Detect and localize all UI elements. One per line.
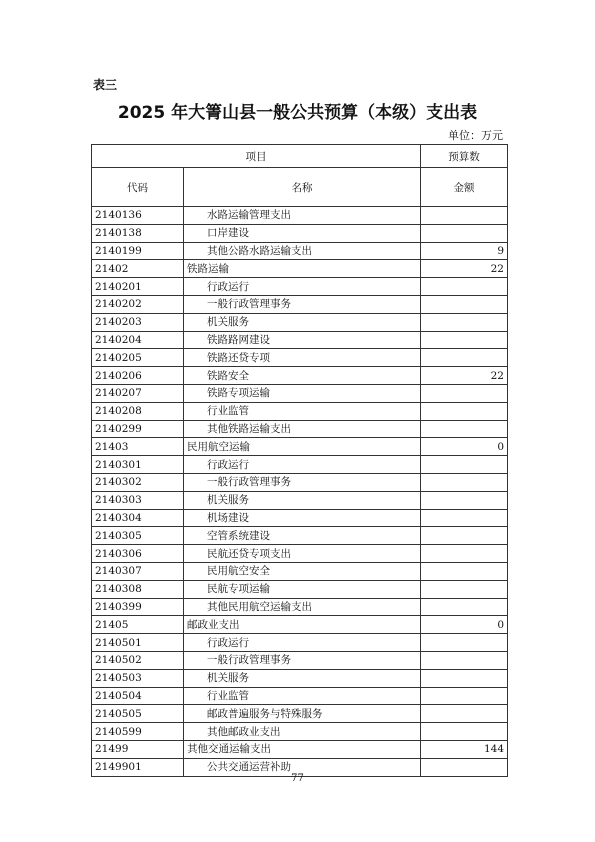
table-row (92, 420, 508, 438)
row-code: 2140304 (92, 509, 184, 527)
table-row (92, 491, 508, 509)
row-amount (421, 224, 508, 242)
row-amount (421, 598, 508, 616)
table-label: 表三 (93, 78, 118, 92)
row-code: 2140307 (92, 562, 184, 580)
table-row (92, 384, 508, 402)
table-row (92, 723, 508, 741)
row-amount (421, 402, 508, 420)
row-name: 一般行政管理事务 (207, 298, 291, 311)
row-code: 2140208 (92, 402, 184, 420)
header-amount: 金额 (421, 168, 508, 207)
table-row (92, 473, 508, 491)
table-row (92, 349, 508, 367)
table-body (92, 207, 508, 777)
header-project: 项目 (92, 145, 421, 168)
row-name: 行业监管 (207, 405, 249, 418)
row-amount (421, 349, 508, 367)
row-amount (421, 651, 508, 669)
header-budget: 预算数 (421, 145, 508, 168)
table-row (92, 295, 508, 313)
row-amount (421, 295, 508, 313)
row-amount (421, 545, 508, 563)
header-code: 代码 (92, 168, 184, 207)
row-name: 机关服务 (207, 672, 249, 685)
row-amount (421, 491, 508, 509)
row-amount: 9 (421, 242, 508, 260)
row-code: 2140202 (92, 295, 184, 313)
row-code: 2140136 (92, 207, 184, 225)
table-row (92, 651, 508, 669)
row-code: 2140303 (92, 491, 184, 509)
row-code: 2140206 (92, 367, 184, 385)
table-row (92, 278, 508, 296)
row-name: 水路运输管理支出 (207, 209, 291, 222)
table-row (92, 545, 508, 563)
row-code: 2140299 (92, 420, 184, 438)
row-amount (421, 473, 508, 491)
row-name: 机关服务 (207, 494, 249, 507)
row-amount (421, 331, 508, 349)
table-row (92, 438, 508, 456)
row-name: 铁路专项运输 (207, 387, 270, 400)
row-code: 2140599 (92, 723, 184, 741)
row-code: 21403 (92, 438, 184, 456)
row-name: 行政运行 (207, 280, 249, 293)
row-name: 其他铁路运输支出 (207, 422, 291, 435)
row-amount (421, 562, 508, 580)
row-name: 行政运行 (207, 636, 249, 649)
row-name: 一般行政管理事务 (207, 476, 291, 489)
row-amount (421, 384, 508, 402)
table-row (92, 207, 508, 225)
row-code: 2140203 (92, 313, 184, 331)
unit-label: 单位：万元 (448, 129, 503, 142)
row-code: 2140204 (92, 331, 184, 349)
row-code: 2140199 (92, 242, 184, 260)
row-amount (421, 456, 508, 474)
table-row (92, 367, 508, 385)
table-row (92, 580, 508, 598)
table-row (92, 740, 508, 758)
row-amount (421, 634, 508, 652)
table-row (92, 527, 508, 545)
row-code: 2140504 (92, 687, 184, 705)
row-code: 2140301 (92, 456, 184, 474)
row-code: 2140138 (92, 224, 184, 242)
row-amount (421, 580, 508, 598)
row-code: 2140306 (92, 545, 184, 563)
row-name: 一般行政管理事务 (207, 654, 291, 667)
row-name: 其他交通运输支出 (187, 743, 271, 756)
row-code: 2140501 (92, 634, 184, 652)
row-name: 行业监管 (207, 689, 249, 702)
row-amount: 22 (421, 367, 508, 385)
row-name: 口岸建设 (207, 227, 249, 240)
row-amount (421, 705, 508, 723)
table-row (92, 456, 508, 474)
row-code: 2140201 (92, 278, 184, 296)
table-row (92, 598, 508, 616)
row-amount: 0 (421, 438, 508, 456)
row-code: 2140205 (92, 349, 184, 367)
row-code: 2140305 (92, 527, 184, 545)
table-row (92, 224, 508, 242)
row-name: 民用航空运输 (187, 440, 250, 453)
row-code: 2140505 (92, 705, 184, 723)
row-amount (421, 207, 508, 225)
row-amount (421, 687, 508, 705)
row-name: 公共交通运营补助 (207, 761, 291, 774)
row-name: 铁路运输 (187, 262, 229, 275)
table-row (92, 331, 508, 349)
table-row (92, 242, 508, 260)
row-amount: 144 (421, 740, 508, 758)
row-name: 其他邮政业支出 (207, 725, 281, 738)
row-code: 21402 (92, 260, 184, 278)
row-name: 铁路还贷专项 (207, 351, 270, 364)
table-row (92, 687, 508, 705)
row-name: 民用航空安全 (207, 565, 270, 578)
row-name: 其他公路水路运输支出 (207, 244, 312, 257)
row-name: 机场建设 (207, 511, 249, 524)
header-name: 名称 (184, 168, 421, 207)
row-code: 21499 (92, 740, 184, 758)
table-row (92, 634, 508, 652)
table-row (92, 313, 508, 331)
row-code: 21405 (92, 616, 184, 634)
page-title: 2025 年大箐山县一般公共预算（本级）支出表 (117, 103, 478, 123)
table-row (92, 509, 508, 527)
row-amount (421, 669, 508, 687)
row-amount: 0 (421, 616, 508, 634)
table-row (92, 616, 508, 634)
row-amount: 22 (421, 260, 508, 278)
row-code: 2149901 (92, 758, 184, 776)
row-amount (421, 313, 508, 331)
row-amount (421, 509, 508, 527)
row-amount (421, 723, 508, 741)
row-name: 机关服务 (207, 316, 249, 329)
table-row (92, 705, 508, 723)
row-name: 邮政业支出 (187, 618, 240, 631)
row-amount (421, 278, 508, 296)
budget-table (91, 144, 508, 777)
row-name: 民航专项运输 (207, 583, 270, 596)
row-name: 空管系统建设 (207, 529, 270, 542)
row-name: 行政运行 (207, 458, 249, 471)
row-name: 其他民用航空运输支出 (207, 600, 312, 613)
row-name: 铁路安全 (207, 369, 249, 382)
table-row (92, 402, 508, 420)
row-code: 2140503 (92, 669, 184, 687)
page-number: 77 (291, 773, 304, 784)
row-amount (421, 420, 508, 438)
row-code: 2140399 (92, 598, 184, 616)
table-row (92, 260, 508, 278)
row-name: 邮政普遍服务与特殊服务 (207, 707, 323, 720)
table-row (92, 669, 508, 687)
row-amount (421, 527, 508, 545)
row-code: 2140207 (92, 384, 184, 402)
row-name: 铁路路网建设 (207, 333, 270, 346)
row-name: 民航还贷专项支出 (207, 547, 291, 560)
row-code: 2140308 (92, 580, 184, 598)
row-code: 2140302 (92, 473, 184, 491)
table-row (92, 562, 508, 580)
row-code: 2140502 (92, 651, 184, 669)
